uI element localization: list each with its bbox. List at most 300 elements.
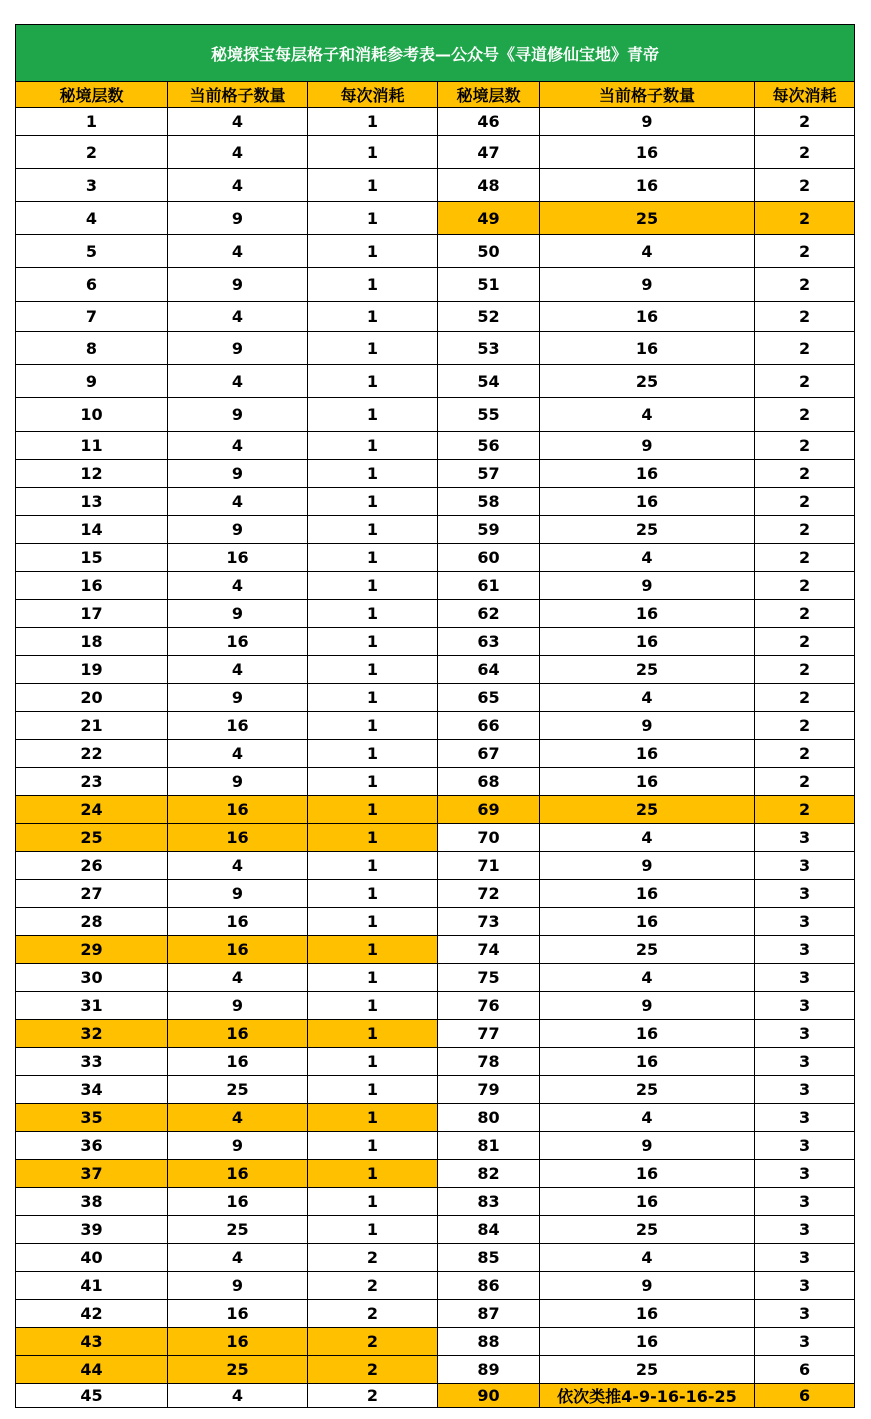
cell-cost-right: 2 bbox=[755, 544, 855, 572]
cell-floor-right: 53 bbox=[438, 332, 540, 365]
cell-grid-count-right: 9 bbox=[540, 712, 755, 740]
table-row bbox=[16, 302, 855, 332]
cell-grid-count-right: 4 bbox=[540, 684, 755, 712]
cell-grid-count-left: 4 bbox=[168, 1244, 308, 1272]
cell-floor-left: 16 bbox=[16, 572, 168, 600]
table-row bbox=[16, 908, 855, 936]
cell-grid-count-right: 25 bbox=[540, 656, 755, 684]
cell-grid-count-left: 9 bbox=[168, 684, 308, 712]
cell-floor-left: 15 bbox=[16, 544, 168, 572]
cell-floor-right: 57 bbox=[438, 460, 540, 488]
cell-grid-count-left: 4 bbox=[168, 136, 308, 169]
table-row bbox=[16, 1272, 855, 1300]
cell-floor-left: 4 bbox=[16, 202, 168, 235]
table-row bbox=[16, 1020, 855, 1048]
table-row bbox=[16, 432, 855, 460]
cell-grid-count-right: 4 bbox=[540, 1104, 755, 1132]
cell-grid-count-left: 25 bbox=[168, 1076, 308, 1104]
cell-grid-count-left: 4 bbox=[168, 235, 308, 268]
cell-grid-count-left: 9 bbox=[168, 202, 308, 235]
cell-grid-count-left: 9 bbox=[168, 516, 308, 544]
cell-grid-count-right: 16 bbox=[540, 1020, 755, 1048]
table-row bbox=[16, 332, 855, 365]
cell-grid-count-left: 4 bbox=[168, 108, 308, 136]
cell-grid-count-right: 9 bbox=[540, 108, 755, 136]
table-row bbox=[16, 1132, 855, 1160]
cell-cost-right: 2 bbox=[755, 136, 855, 169]
cell-grid-count-left: 4 bbox=[168, 740, 308, 768]
cell-cost-left: 1 bbox=[308, 488, 438, 516]
cell-cost-right: 2 bbox=[755, 398, 855, 432]
cell-floor-right: 60 bbox=[438, 544, 540, 572]
table-row bbox=[16, 852, 855, 880]
table-row bbox=[16, 936, 855, 964]
cell-grid-count-left: 16 bbox=[168, 544, 308, 572]
header-floor-right: 秘境层数 bbox=[438, 82, 540, 108]
cell-cost-right: 2 bbox=[755, 516, 855, 544]
cell-grid-count-left: 9 bbox=[168, 268, 308, 302]
table-row bbox=[16, 572, 855, 600]
cell-grid-count-right: 4 bbox=[540, 398, 755, 432]
cell-cost-right: 3 bbox=[755, 1076, 855, 1104]
cell-grid-count-left: 16 bbox=[168, 936, 308, 964]
cell-cost-left: 1 bbox=[308, 268, 438, 302]
cell-cost-left: 1 bbox=[308, 1020, 438, 1048]
cell-grid-count-right: 16 bbox=[540, 488, 755, 516]
cell-floor-left: 35 bbox=[16, 1104, 168, 1132]
cell-floor-right: 56 bbox=[438, 432, 540, 460]
header-grid-count-left: 当前格子数量 bbox=[168, 82, 308, 108]
cell-floor-right: 88 bbox=[438, 1328, 540, 1356]
cell-grid-count-right: 16 bbox=[540, 908, 755, 936]
cell-cost-left: 1 bbox=[308, 1216, 438, 1244]
cell-cost-right: 2 bbox=[755, 202, 855, 235]
cell-floor-left: 2 bbox=[16, 136, 168, 169]
cell-floor-left: 31 bbox=[16, 992, 168, 1020]
cell-floor-left: 7 bbox=[16, 302, 168, 332]
cell-floor-right: 79 bbox=[438, 1076, 540, 1104]
cell-floor-right: 54 bbox=[438, 365, 540, 398]
cell-grid-count-left: 16 bbox=[168, 1048, 308, 1076]
table-row bbox=[16, 740, 855, 768]
cell-floor-right: 85 bbox=[438, 1244, 540, 1272]
cell-floor-left: 30 bbox=[16, 964, 168, 992]
table-row bbox=[16, 712, 855, 740]
cell-grid-count-left: 4 bbox=[168, 302, 308, 332]
cell-grid-count-right: 9 bbox=[540, 852, 755, 880]
cell-cost-right: 2 bbox=[755, 460, 855, 488]
cell-floor-left: 45 bbox=[16, 1384, 168, 1408]
cell-cost-right: 2 bbox=[755, 684, 855, 712]
cell-cost-left: 1 bbox=[308, 908, 438, 936]
cell-cost-left: 1 bbox=[308, 768, 438, 796]
header-cost-left: 每次消耗 bbox=[308, 82, 438, 108]
cell-grid-count-left: 9 bbox=[168, 460, 308, 488]
cell-grid-count-right: 4 bbox=[540, 1244, 755, 1272]
cell-cost-right: 2 bbox=[755, 656, 855, 684]
cell-grid-count-right: 4 bbox=[540, 235, 755, 268]
cell-floor-left: 17 bbox=[16, 600, 168, 628]
cell-cost-left: 1 bbox=[308, 796, 438, 824]
cell-grid-count-left: 9 bbox=[168, 992, 308, 1020]
cell-grid-count-left: 9 bbox=[168, 880, 308, 908]
cell-cost-left: 1 bbox=[308, 235, 438, 268]
cell-cost-right: 3 bbox=[755, 1328, 855, 1356]
cell-floor-left: 10 bbox=[16, 398, 168, 432]
cell-cost-left: 1 bbox=[308, 628, 438, 656]
cell-grid-count-right: 9 bbox=[540, 992, 755, 1020]
cell-floor-right: 50 bbox=[438, 235, 540, 268]
cell-grid-count-right: 4 bbox=[540, 964, 755, 992]
cell-cost-right: 6 bbox=[755, 1356, 855, 1384]
cell-cost-left: 2 bbox=[308, 1356, 438, 1384]
cell-cost-left: 1 bbox=[308, 432, 438, 460]
table-row bbox=[16, 1356, 855, 1384]
cell-cost-right: 2 bbox=[755, 600, 855, 628]
cell-floor-right: 55 bbox=[438, 398, 540, 432]
table-row bbox=[16, 108, 855, 136]
cell-cost-left: 1 bbox=[308, 600, 438, 628]
cell-cost-left: 1 bbox=[308, 852, 438, 880]
cell-grid-count-right: 16 bbox=[540, 169, 755, 202]
cell-grid-count-right: 25 bbox=[540, 365, 755, 398]
cell-grid-count-left: 9 bbox=[168, 1132, 308, 1160]
cell-grid-count-left: 16 bbox=[168, 908, 308, 936]
cell-cost-right: 3 bbox=[755, 1300, 855, 1328]
table-row bbox=[16, 768, 855, 796]
cell-floor-right: 70 bbox=[438, 824, 540, 852]
cell-cost-right: 3 bbox=[755, 1244, 855, 1272]
cell-floor-left: 1 bbox=[16, 108, 168, 136]
cell-cost-right: 3 bbox=[755, 992, 855, 1020]
cell-grid-count-right: 16 bbox=[540, 136, 755, 169]
cell-grid-count-right: 9 bbox=[540, 432, 755, 460]
table-row bbox=[16, 1328, 855, 1356]
cell-grid-count-right: 25 bbox=[540, 1076, 755, 1104]
cell-grid-count-left: 4 bbox=[168, 488, 308, 516]
header-row bbox=[16, 82, 855, 108]
cell-grid-count-left: 4 bbox=[168, 432, 308, 460]
cell-floor-right: 90 bbox=[438, 1384, 540, 1408]
table-row bbox=[16, 398, 855, 432]
cell-floor-right: 65 bbox=[438, 684, 540, 712]
table-row bbox=[16, 796, 855, 824]
cell-grid-count-left: 4 bbox=[168, 169, 308, 202]
table-row bbox=[16, 880, 855, 908]
table-row bbox=[16, 169, 855, 202]
table-row bbox=[16, 1216, 855, 1244]
cell-grid-count-right: 25 bbox=[540, 1356, 755, 1384]
cell-floor-left: 22 bbox=[16, 740, 168, 768]
cell-cost-left: 1 bbox=[308, 1104, 438, 1132]
cell-cost-left: 1 bbox=[308, 1160, 438, 1188]
cell-grid-count-right: 25 bbox=[540, 796, 755, 824]
cell-floor-right: 63 bbox=[438, 628, 540, 656]
cell-cost-left: 1 bbox=[308, 1132, 438, 1160]
header-floor-left: 秘境层数 bbox=[16, 82, 168, 108]
table-row bbox=[16, 544, 855, 572]
cell-cost-right: 3 bbox=[755, 1020, 855, 1048]
table-row bbox=[16, 1384, 855, 1408]
cell-floor-right: 84 bbox=[438, 1216, 540, 1244]
cell-floor-left: 24 bbox=[16, 796, 168, 824]
cell-floor-left: 29 bbox=[16, 936, 168, 964]
cell-grid-count-left: 4 bbox=[168, 572, 308, 600]
cell-floor-left: 43 bbox=[16, 1328, 168, 1356]
cell-cost-left: 2 bbox=[308, 1384, 438, 1408]
cell-floor-left: 6 bbox=[16, 268, 168, 302]
cell-cost-right: 2 bbox=[755, 628, 855, 656]
cell-cost-right: 3 bbox=[755, 1160, 855, 1188]
cell-cost-left: 1 bbox=[308, 136, 438, 169]
cell-cost-right: 2 bbox=[755, 572, 855, 600]
cell-cost-left: 1 bbox=[308, 365, 438, 398]
cell-cost-left: 1 bbox=[308, 572, 438, 600]
cell-floor-right: 76 bbox=[438, 992, 540, 1020]
cell-grid-count-right: 16 bbox=[540, 1328, 755, 1356]
cell-cost-left: 1 bbox=[308, 684, 438, 712]
cell-floor-right: 47 bbox=[438, 136, 540, 169]
cell-grid-count-right: 9 bbox=[540, 572, 755, 600]
cell-grid-count-right: 4 bbox=[540, 824, 755, 852]
cell-cost-left: 2 bbox=[308, 1328, 438, 1356]
cell-cost-left: 1 bbox=[308, 712, 438, 740]
cell-grid-count-right: 25 bbox=[540, 202, 755, 235]
cell-cost-left: 1 bbox=[308, 880, 438, 908]
cell-grid-count-right: 16 bbox=[540, 1188, 755, 1216]
cell-cost-right: 3 bbox=[755, 1272, 855, 1300]
cell-grid-count-right: 16 bbox=[540, 1300, 755, 1328]
cell-grid-count-right: 16 bbox=[540, 302, 755, 332]
table-row bbox=[16, 1048, 855, 1076]
cell-floor-left: 40 bbox=[16, 1244, 168, 1272]
cell-floor-left: 39 bbox=[16, 1216, 168, 1244]
cell-floor-right: 66 bbox=[438, 712, 540, 740]
cell-floor-left: 21 bbox=[16, 712, 168, 740]
cell-cost-left: 1 bbox=[308, 824, 438, 852]
cell-floor-left: 27 bbox=[16, 880, 168, 908]
cell-cost-left: 2 bbox=[308, 1244, 438, 1272]
cell-cost-right: 2 bbox=[755, 108, 855, 136]
cell-floor-left: 37 bbox=[16, 1160, 168, 1188]
cell-cost-left: 2 bbox=[308, 1300, 438, 1328]
cell-cost-left: 1 bbox=[308, 1076, 438, 1104]
cell-cost-left: 1 bbox=[308, 398, 438, 432]
cell-cost-right: 3 bbox=[755, 880, 855, 908]
cell-floor-right: 80 bbox=[438, 1104, 540, 1132]
cell-floor-left: 23 bbox=[16, 768, 168, 796]
cell-cost-left: 1 bbox=[308, 460, 438, 488]
cell-floor-right: 59 bbox=[438, 516, 540, 544]
cell-cost-left: 2 bbox=[308, 1272, 438, 1300]
table-row bbox=[16, 488, 855, 516]
cell-grid-count-right: 16 bbox=[540, 768, 755, 796]
cell-grid-count-left: 4 bbox=[168, 656, 308, 684]
cell-grid-count-left: 16 bbox=[168, 1160, 308, 1188]
table-row bbox=[16, 1160, 855, 1188]
cell-floor-right: 72 bbox=[438, 880, 540, 908]
header-grid-count-right: 当前格子数量 bbox=[540, 82, 755, 108]
cell-floor-right: 74 bbox=[438, 936, 540, 964]
cell-grid-count-left: 9 bbox=[168, 600, 308, 628]
cell-floor-left: 36 bbox=[16, 1132, 168, 1160]
cell-floor-left: 42 bbox=[16, 1300, 168, 1328]
cell-cost-right: 2 bbox=[755, 432, 855, 460]
cell-floor-right: 77 bbox=[438, 1020, 540, 1048]
cell-grid-count-right: 25 bbox=[540, 1216, 755, 1244]
cell-floor-right: 89 bbox=[438, 1356, 540, 1384]
table-row bbox=[16, 824, 855, 852]
cell-cost-left: 1 bbox=[308, 332, 438, 365]
cell-grid-count-left: 4 bbox=[168, 852, 308, 880]
cell-grid-count-right: 9 bbox=[540, 1272, 755, 1300]
cell-grid-count-left: 16 bbox=[168, 1300, 308, 1328]
cell-grid-count-right: 16 bbox=[540, 1160, 755, 1188]
cell-cost-right: 3 bbox=[755, 1132, 855, 1160]
table-row bbox=[16, 1244, 855, 1272]
cell-floor-left: 14 bbox=[16, 516, 168, 544]
cell-grid-count-left: 4 bbox=[168, 365, 308, 398]
cell-floor-left: 25 bbox=[16, 824, 168, 852]
reference-table bbox=[15, 24, 855, 1408]
cell-grid-count-left: 9 bbox=[168, 398, 308, 432]
cell-floor-right: 64 bbox=[438, 656, 540, 684]
table-row bbox=[16, 1188, 855, 1216]
cell-floor-right: 61 bbox=[438, 572, 540, 600]
cell-floor-right: 68 bbox=[438, 768, 540, 796]
table-row bbox=[16, 460, 855, 488]
cell-cost-right: 3 bbox=[755, 1188, 855, 1216]
cell-cost-right: 3 bbox=[755, 824, 855, 852]
table-body bbox=[16, 108, 855, 1408]
cell-cost-right: 3 bbox=[755, 1104, 855, 1132]
cell-cost-left: 1 bbox=[308, 202, 438, 235]
cell-grid-count-right: 25 bbox=[540, 936, 755, 964]
cell-cost-right: 3 bbox=[755, 1216, 855, 1244]
cell-floor-left: 5 bbox=[16, 235, 168, 268]
table-row bbox=[16, 992, 855, 1020]
table-row bbox=[16, 600, 855, 628]
cell-floor-left: 11 bbox=[16, 432, 168, 460]
cell-floor-left: 18 bbox=[16, 628, 168, 656]
cell-cost-right: 3 bbox=[755, 852, 855, 880]
cell-grid-count-right: 9 bbox=[540, 1132, 755, 1160]
cell-cost-left: 1 bbox=[308, 169, 438, 202]
cell-grid-count-left: 16 bbox=[168, 1188, 308, 1216]
cell-floor-right: 52 bbox=[438, 302, 540, 332]
table-row bbox=[16, 136, 855, 169]
cell-grid-count-right: 4 bbox=[540, 544, 755, 572]
cell-cost-left: 1 bbox=[308, 516, 438, 544]
cell-cost-right: 2 bbox=[755, 768, 855, 796]
cell-floor-right: 78 bbox=[438, 1048, 540, 1076]
cell-grid-count-right: 9 bbox=[540, 268, 755, 302]
cell-floor-right: 75 bbox=[438, 964, 540, 992]
cell-cost-left: 1 bbox=[308, 992, 438, 1020]
cell-grid-count-left: 16 bbox=[168, 628, 308, 656]
cell-cost-right: 3 bbox=[755, 908, 855, 936]
cell-floor-right: 82 bbox=[438, 1160, 540, 1188]
cell-grid-count-right: 25 bbox=[540, 516, 755, 544]
cell-cost-right: 2 bbox=[755, 332, 855, 365]
cell-floor-left: 12 bbox=[16, 460, 168, 488]
cell-grid-count-left: 16 bbox=[168, 712, 308, 740]
cell-floor-right: 81 bbox=[438, 1132, 540, 1160]
table-row bbox=[16, 684, 855, 712]
cell-floor-right: 73 bbox=[438, 908, 540, 936]
cell-floor-right: 67 bbox=[438, 740, 540, 768]
cell-cost-right: 3 bbox=[755, 964, 855, 992]
table-row bbox=[16, 628, 855, 656]
table-row bbox=[16, 964, 855, 992]
cell-grid-count-right: 16 bbox=[540, 628, 755, 656]
cell-cost-right: 2 bbox=[755, 365, 855, 398]
cell-cost-right: 2 bbox=[755, 268, 855, 302]
table-row bbox=[16, 1104, 855, 1132]
cell-floor-right: 83 bbox=[438, 1188, 540, 1216]
cell-floor-left: 28 bbox=[16, 908, 168, 936]
cell-cost-left: 1 bbox=[308, 302, 438, 332]
cell-floor-left: 8 bbox=[16, 332, 168, 365]
cell-grid-count-left: 16 bbox=[168, 1328, 308, 1356]
table-row bbox=[16, 1076, 855, 1104]
cell-grid-count-left: 9 bbox=[168, 768, 308, 796]
cell-floor-right: 87 bbox=[438, 1300, 540, 1328]
cell-floor-right: 69 bbox=[438, 796, 540, 824]
cell-floor-left: 41 bbox=[16, 1272, 168, 1300]
cell-floor-left: 13 bbox=[16, 488, 168, 516]
cell-floor-right: 86 bbox=[438, 1272, 540, 1300]
cell-grid-count-right: 16 bbox=[540, 460, 755, 488]
cell-floor-left: 19 bbox=[16, 656, 168, 684]
cell-grid-count-left: 25 bbox=[168, 1216, 308, 1244]
cell-cost-right: 3 bbox=[755, 936, 855, 964]
table-row bbox=[16, 656, 855, 684]
cell-grid-count-right: 16 bbox=[540, 332, 755, 365]
table-title: 秘境探宝每层格子和消耗参考表—公众号《寻道修仙宝地》青帝 bbox=[16, 25, 855, 82]
cell-cost-right: 2 bbox=[755, 740, 855, 768]
cell-floor-right: 51 bbox=[438, 268, 540, 302]
cell-grid-count-left: 4 bbox=[168, 964, 308, 992]
cell-floor-left: 3 bbox=[16, 169, 168, 202]
cell-grid-count-left: 4 bbox=[168, 1104, 308, 1132]
cell-cost-left: 1 bbox=[308, 740, 438, 768]
cell-cost-left: 1 bbox=[308, 108, 438, 136]
table-row bbox=[16, 1300, 855, 1328]
cell-floor-right: 58 bbox=[438, 488, 540, 516]
cell-grid-count-right: 16 bbox=[540, 1048, 755, 1076]
cell-cost-left: 1 bbox=[308, 936, 438, 964]
cell-cost-right: 2 bbox=[755, 235, 855, 268]
cell-floor-right: 48 bbox=[438, 169, 540, 202]
cell-cost-right: 3 bbox=[755, 1048, 855, 1076]
cell-grid-count-left: 16 bbox=[168, 824, 308, 852]
cell-grid-count-right: 16 bbox=[540, 600, 755, 628]
cell-cost-left: 1 bbox=[308, 1048, 438, 1076]
cell-grid-count-left: 9 bbox=[168, 1272, 308, 1300]
cell-floor-left: 33 bbox=[16, 1048, 168, 1076]
cell-grid-count-left: 25 bbox=[168, 1356, 308, 1384]
table-row bbox=[16, 235, 855, 268]
cell-floor-left: 26 bbox=[16, 852, 168, 880]
cell-floor-right: 62 bbox=[438, 600, 540, 628]
cell-cost-right: 2 bbox=[755, 712, 855, 740]
cell-floor-left: 20 bbox=[16, 684, 168, 712]
cell-grid-count-left: 9 bbox=[168, 332, 308, 365]
table-row bbox=[16, 365, 855, 398]
header-cost-right: 每次消耗 bbox=[755, 82, 855, 108]
table-row bbox=[16, 202, 855, 235]
